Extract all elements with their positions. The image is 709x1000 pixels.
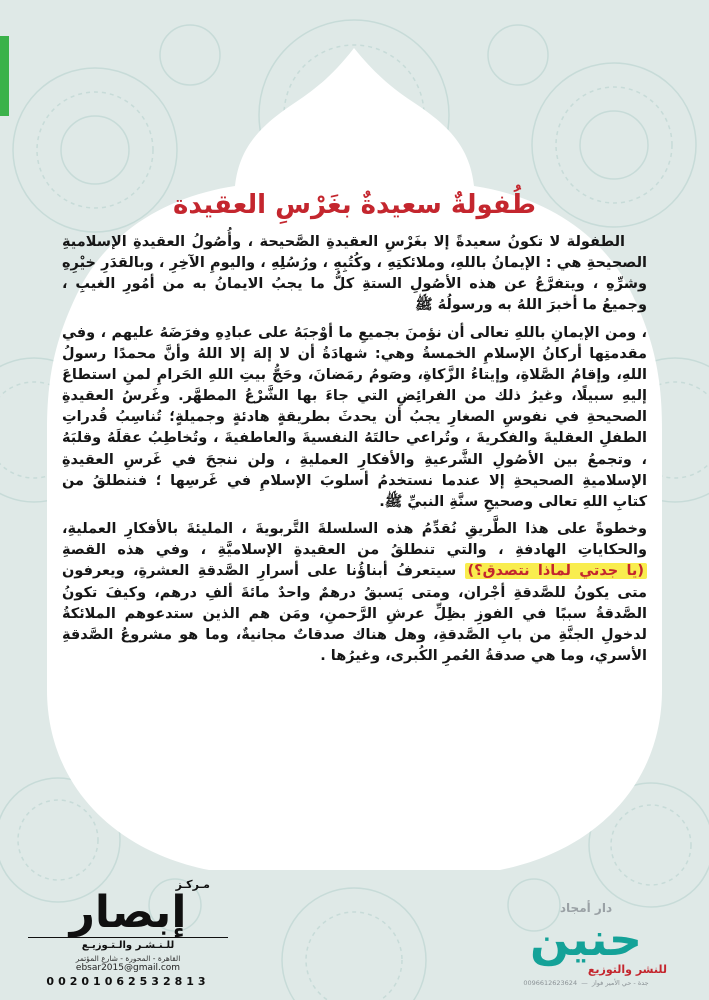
paragraph-series-lead: وخطوةً على هذا الطَّريقِ نُقدِّمُ هذه السلسلةَ التَّربويةَ ، المليئةَ بالأفكارِ العمليةِ، والحكاياتِ الهادفةِ ، والتي تنطلقُ من العقيدةِ الإسلاميَّةِ ، وفي هذه القصةِ xyxy=(62,521,647,559)
haneen-contact-phone: 0096612623624 xyxy=(523,978,578,987)
cover-text xyxy=(62,190,647,673)
story-title-highlight: (يا جدتي لماذا نتصدق؟) xyxy=(465,563,647,579)
publishers-footer xyxy=(28,878,681,988)
ebsar-wordmark: إبصار xyxy=(69,887,187,938)
haneen-tagline: للنشر والتوزيع xyxy=(587,962,667,976)
haneen-wordmark: حنين xyxy=(529,911,643,966)
haneen-contact-address: جدة - حي الأمير فواز xyxy=(591,978,649,987)
paragraph-series-rest: سيتعرفُ أبناؤُنا على أسرارِ الصَّدقةِ العشرةِ، ويعرفون متى يكونُ للصَّدقةِ أجْران، ومتى يَسبقُ درهمٌ واحدٌ مائةَ ألفِ درهم، وكيفَ تكونُ الصَّدقةُ سببًا في الفوزِ بظِلِّ عرشِ الرَّحمنِ، ومَن هم الذين ستدعوهم الملائكةُ لدخولِ الجنَّةِ من بابِ الصَّدقةِ، وهل هناك صدقاتٌ مجانيةٌ، وما هو مشروعُ الصَّدقةِ الأسري، وما هي صدقةُ العُمرِ الكُبرى، وغيرُها . xyxy=(62,563,647,664)
ebsar-address: القاهرة - المحورة - شارع المؤتمر xyxy=(75,954,181,963)
haneen-house-label: دار أمجاد xyxy=(559,900,613,915)
paragraph-pillars-text: ، ومن الإيمانِ باللهِ تعالى أن نؤمنَ بجميعِ ما أوْجبَهُ على عبادِهِ وفرَضَهُ عليهم ، وفي مقدمتِها أركانُ الإسلامِ الخمسةُ وهي: شهادَةُ أن لا إلهَ إلا اللهُ وأنَّ محمدًا رسولُ اللهِ، وإقامُ الصَّلاةِ، وإيتاءُ الزَّكاةِ، وصَومُ رمَضانَ، وحَجُّ بيتِ اللهِ الحَرامِ لمنِ استطاعَ إليهِ سبيلًا، وغيرُ ذلك من الفرائِضِ التي جاءَ بها الشَّرْعُ المطهَّر. وغَرسُ العقيدةِ الصحيحةِ في نفوسِ الصغارِ يجبُ أن يحدثَ بطريقةٍ هادئةٍ وجميلةٍ؛ تُناسِبُ قُدراتِ الطفلِ العقليةَ والفكريةَ ، وتُراعي حالتَهُ النفسيةَ والعاطفيةَ ، وتُخاطِبُ عقلَهُ وقلبَهُ ، وتجمعُ بين الأصُولِ الشَّرعيةِ والأفكارِ العمليةِ ، ولن ننجحَ في غَرسِ العقيدةِ الإسلاميةِ الصحيحةِ إلا عندما نستخدمُ أسلوبَ الإسلامِ في غَرسِها ؛ فننطلقُ من كتابِ اللهِ تعالى وصحيحِ سنَّةِ النبيِّ ﷺ. xyxy=(62,324,647,510)
ebsar-tagline: للـنـشـر والـتـوزيـع xyxy=(28,937,228,951)
paragraph-creed-intro-text: الطفولة لا تكونُ سعيدةً إلا بغَرْسِ العقيدةِ الصَّحيحة ، وأُصُولُ العقيدةِ الإسلاميةِ الصحيحةِ هي : الإيمانُ باللهِ، وملائكتِهِ ، وكُتُبِهِ ، ورُسُلِهِ ، واليومِ الآخِرِ ، وبالقدَرِ خيْرِهِ وشرِّهِ ، ويتفرَّعُ عن هذه الأصُولِ الستةِ كلُّ ما يجبُ الايمانُ به من أمُورِ الغيبِ ، وجميعُ ما أخبرَ اللهُ به ورسولُهُ ﷺ xyxy=(62,234,647,314)
haneen-contacts: جدة - حي الأمير فواز — 0096612623624 xyxy=(523,978,649,987)
paragraph-series xyxy=(62,519,647,667)
ebsar-email: ebsar2015@gmail.com xyxy=(75,963,181,973)
cover-body xyxy=(62,232,647,667)
spine-color-mark xyxy=(0,36,9,116)
ebsar-logo xyxy=(28,878,228,988)
ebsar-phone: 00201062532813 xyxy=(46,975,210,988)
paragraph-pillars xyxy=(62,323,647,513)
haneen-logo xyxy=(491,901,681,988)
paragraph-creed-intro xyxy=(62,232,647,317)
ebsar-center-label: مـركـز xyxy=(175,878,210,891)
page-title xyxy=(62,190,647,220)
page-title-text: طُفولةٌ سعيدةٌ بغَرْسِ العقيدة xyxy=(173,190,536,220)
